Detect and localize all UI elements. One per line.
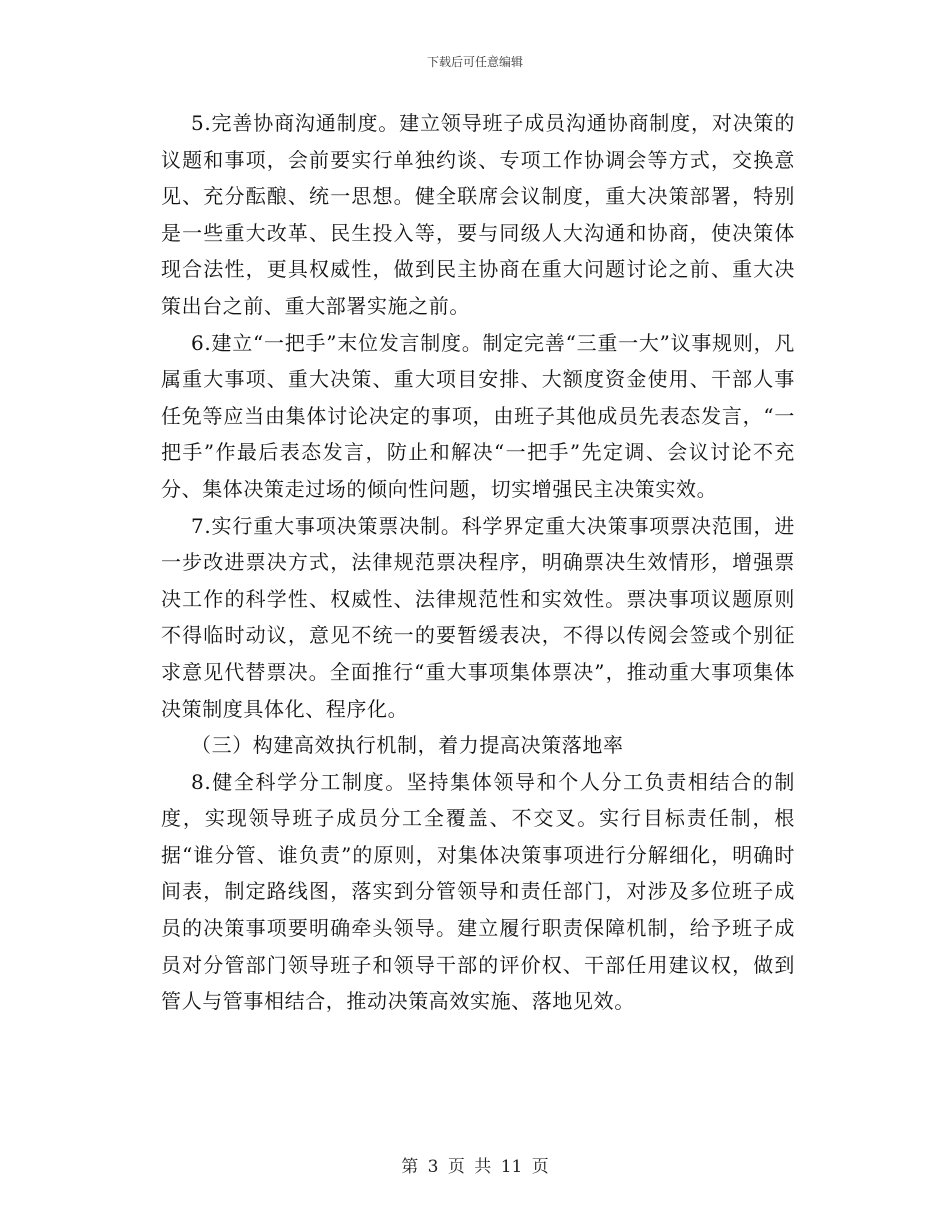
paragraph-item-5: 5.完善协商沟通制度。建立领导班子成员沟通协商制度，对决策的议题和事项，会前要实行单独约谈、专项工作协调会等方式，交换意见、充分酝酿、统一思想。健全联席会议制度，重大决策部署，特别是一些重大改革、民生投入等，要与同级人大沟通和协商，使决策体现合法性，更具权威性，做到民主协商在重大问题讨论之前、重大决策出台之前、重大部署实施之前。 [161,111,795,318]
page-number-footer: 第 3 页 共 11 页 [401,1157,549,1177]
document-body [161,105,795,1020]
section-heading-3: （三）构建高效执行机制，着力提高决策落地率 [191,733,624,758]
paragraph-item-6: 6.建立“一把手”末位发言制度。制定完善“三重一大”议事规则，凡属重大事项、重大决策、重大项目安排、大额度资金使用、干部人事任免等应当由集体讨论决定的事项，由班子其他成员先表态发言，“一把手”作最后表态发言，防止和解决“一把手”先定调、会议讨论不充分、集体决策走过场的倾向性问题，切实增强民主决策实效。 [161,330,795,501]
paragraph-item-7: 7.实行重大事项决策票决制。科学界定重大决策事项票决范围，进一步改进票决方式，法律规范票决程序，明确票决生效情形，增强票决工作的科学性、权威性、法律规范性和实效性。票决事项议题原则不得临时动议，意见不统一的要暂缓表决，不得以传阅会签或个别征求意见代替票决。全面推行“重大事项集体票决”，推动重大事项集体决策制度具体化、程序化。 [161,513,795,721]
page-header: 下载后可任意编辑 [426,55,523,69]
paragraph-item-8: 8.健全科学分工制度。坚持集体领导和个人分工负责相结合的制度，实现领导班子成员分工全覆盖、不交叉。实行目标责任制，根据“谁分管、谁负责”的原则，对集体决策事项进行分解细化，明确时间表，制定路线图，落实到分管领导和责任部门，对涉及多位班子成员的决策事项要明确牵头领导。建立履行职责保障机制，给予班子成员对分管部门领导班子和领导干部的评价权、干部任用建议权，做到管人与管事相结合，推动决策高效实施、落地见效。 [161,769,795,1014]
